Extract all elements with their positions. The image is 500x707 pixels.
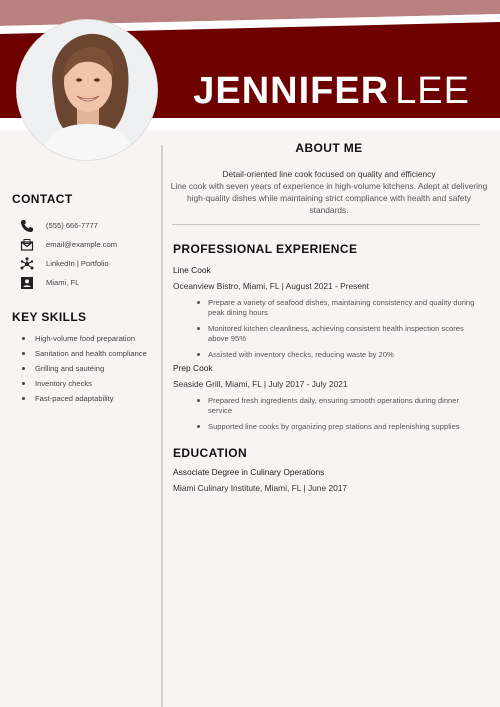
contact-list (12, 216, 152, 292)
education-school: Miami Culinary Institute, Miami, FL | June 2017 (173, 483, 348, 493)
network-icon (20, 257, 34, 271)
skill-item: Sanitation and health compliance (12, 349, 152, 359)
skills-title: KEY SKILLS (12, 310, 87, 324)
skill-item: Grilling and sautéing (12, 364, 152, 374)
experience-title: PROFESSIONAL EXPERIENCE (173, 242, 358, 256)
job-entry (173, 363, 483, 438)
job-org: Seaside Grill, Miami, FL | July 2017 - July 2021 (173, 379, 348, 389)
about-body: Line cook with seven years of experience in high-volume kitchens. Adept at delivering high-quality dishes while maintaining strict compliance with health and safety standards. (170, 181, 488, 215)
first-name: JENNIFER (193, 70, 390, 112)
job-bullets (173, 396, 483, 432)
about-headline: Detail-oriented line cook focused on quality and efficiency (222, 169, 436, 179)
job-bullet: Monitored kitchen cleanliness, achieving consistent health inspection scores above 95% (173, 324, 483, 344)
job-entry (173, 265, 483, 366)
contact-location (12, 273, 152, 292)
about-title: ABOUT ME (295, 141, 363, 155)
skills-list (12, 334, 152, 404)
contact-email (12, 235, 152, 254)
job-bullets (173, 298, 483, 360)
job-role: Prep Cook (173, 363, 213, 373)
contact-links (12, 254, 152, 273)
contact-location-text: Miami, FL (46, 278, 80, 287)
phone-icon (20, 219, 34, 233)
job-bullet: Assisted with inventory checks, reducing waste by 20% (173, 350, 483, 360)
job-bullet: Prepare a variety of seafood dishes, maintaining consistency and quality during peak dining hours (173, 298, 483, 318)
education-degree: Associate Degree in Culinary Operations (173, 467, 325, 477)
education-title: EDUCATION (173, 446, 248, 460)
contact-phone-text: (555) 666-7777 (46, 221, 98, 230)
location-icon (20, 276, 34, 290)
contact-phone (12, 216, 152, 235)
job-org: Oceanview Bistro, Miami, FL | August 2021 - Present (173, 281, 369, 291)
job-role: Line Cook (173, 265, 211, 275)
email-icon (20, 238, 34, 252)
job-bullet: Supported line cooks by organizing prep stations and replenishing supplies (173, 422, 483, 432)
job-bullet: Prepared fresh ingredients daily, ensuring smooth operations during dinner service (173, 396, 483, 416)
section-divider (172, 224, 480, 225)
column-divider (161, 145, 163, 707)
contact-email-text: email@example.com (46, 240, 118, 249)
contact-links-text: LinkedIn | Portfolio (46, 259, 109, 268)
candidate-name (193, 70, 470, 113)
skill-item: Fast-paced adaptability (12, 394, 152, 404)
contact-title: CONTACT (12, 192, 73, 206)
left-column (12, 192, 152, 409)
skill-item: High-volume food preparation (12, 334, 152, 344)
profile-photo (17, 20, 157, 160)
last-name: LEE (395, 70, 470, 112)
education-entry (173, 467, 483, 493)
skill-item: Inventory checks (12, 379, 152, 389)
